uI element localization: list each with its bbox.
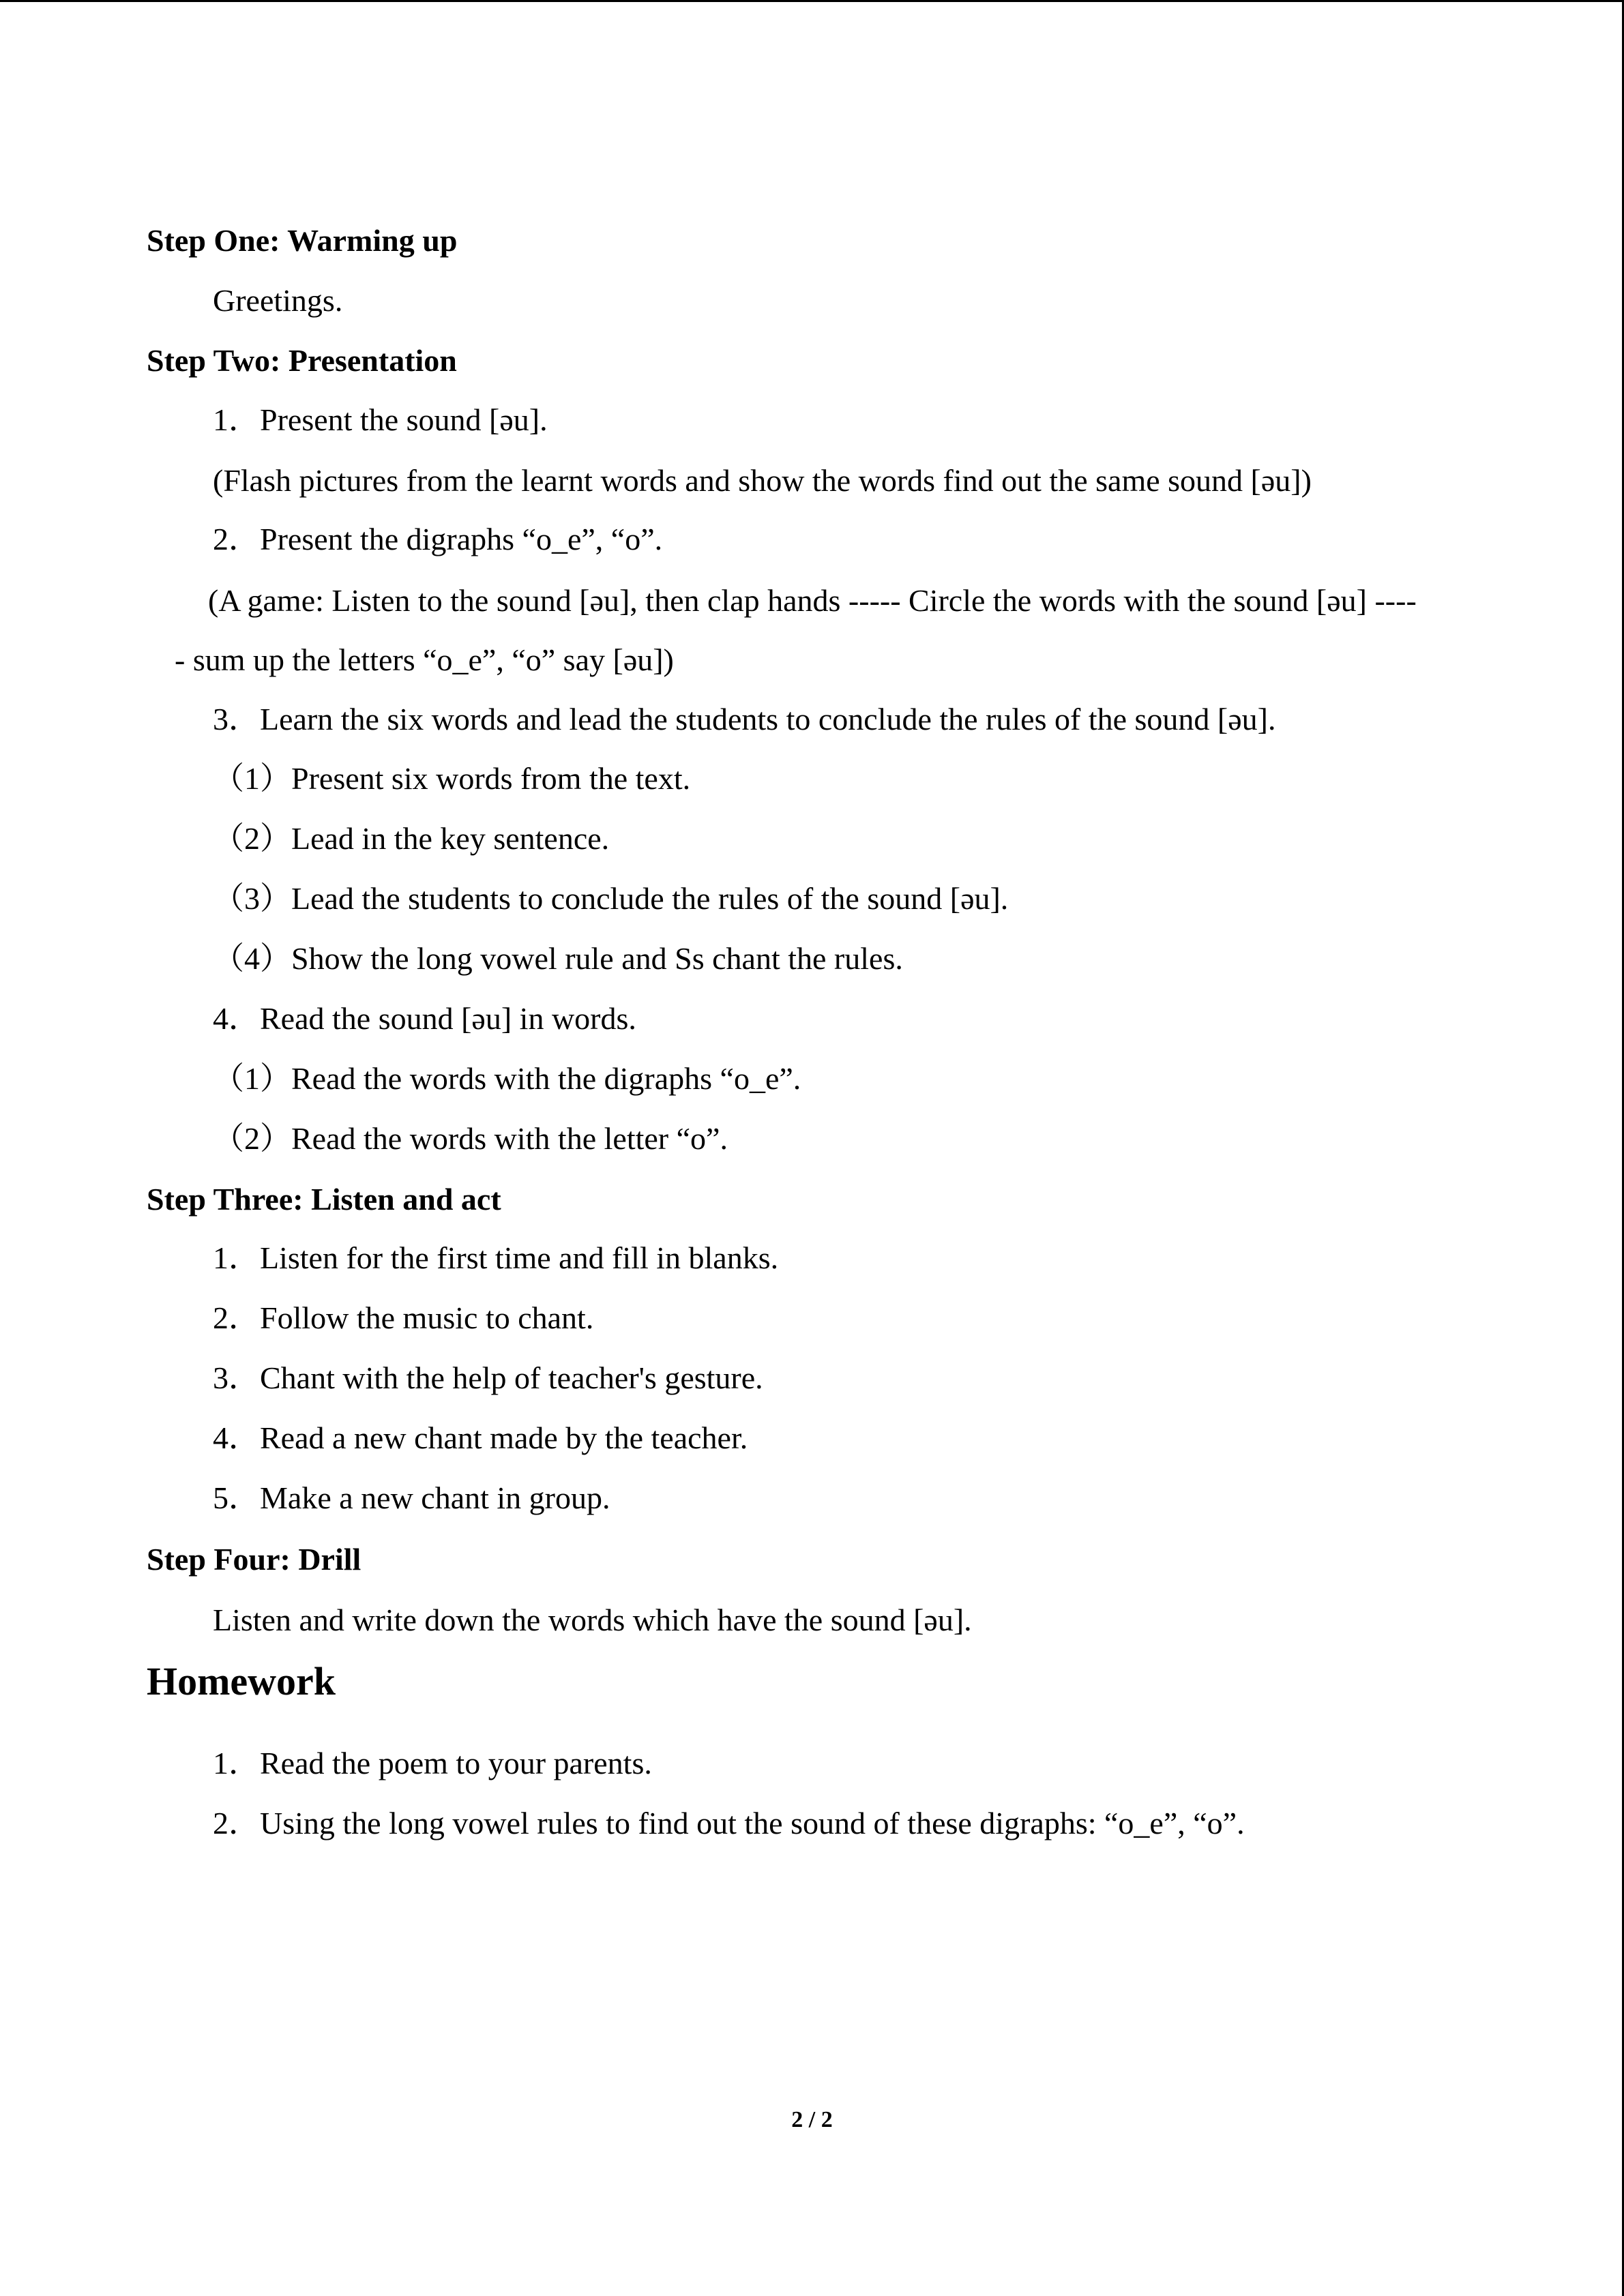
- step-three-heading: Step Three: Listen and act: [147, 1182, 501, 1217]
- step-two-line-13: （2）Read the words with the letter “o”.: [213, 1121, 728, 1156]
- step-two-line-8: （2）Lead in the key sentence.: [213, 821, 610, 856]
- step-two-line-1: 1．Present the sound [əu].: [213, 402, 548, 437]
- homework-line-1: 1．Read the poem to your parents.: [213, 1746, 652, 1780]
- page-top-border: [0, 0, 1624, 2]
- step-two-line-7: （1）Present six words from the text.: [213, 761, 691, 796]
- step-two-line-6: 3．Learn the six words and lead the students to conclude the rules of the sound [əu].: [213, 702, 1276, 736]
- step-two-line-10: （4）Show the long vowel rule and Ss chant the rules.: [213, 941, 903, 976]
- homework-title: Homework: [147, 1659, 336, 1703]
- step-three-line-5: 5．Make a new chant in group.: [213, 1480, 610, 1515]
- homework-line-2: 2．Using the long vowel rules to find out the sound of these digraphs: “o_e”, “o”.: [213, 1806, 1245, 1840]
- step-two-line-2: (Flash pictures from the learnt words and show the words find out the same sound [əu]): [213, 463, 1312, 498]
- step-two-line-11: 4．Read the sound [əu] in words.: [213, 1001, 636, 1036]
- step-two-line-4: (A game: Listen to the sound [əu], then clap hands ----- Circle the words with the sound [əu] ----: [208, 583, 1417, 618]
- step-three-line-4: 4．Read a new chant made by the teacher.: [213, 1420, 748, 1455]
- step-three-line-3: 3．Chant with the help of teacher's gesture.: [213, 1360, 763, 1395]
- step-two-line-3: 2．Present the digraphs “o_e”, “o”.: [213, 522, 663, 556]
- step-two-line-5: - sum up the letters “o_e”, “o” say [əu]): [175, 642, 674, 677]
- step-three-line-1: 1．Listen for the first time and fill in blanks.: [213, 1240, 779, 1275]
- step-two-line-12: （1）Read the words with the digraphs “o_e”.: [213, 1061, 801, 1096]
- step-four-line-1: Listen and write down the words which have the sound [əu].: [213, 1602, 972, 1637]
- page-number: 2 / 2: [791, 2107, 833, 2132]
- step-two-heading: Step Two: Presentation: [147, 343, 457, 378]
- step-one-heading: Step One: Warming up: [147, 223, 458, 258]
- step-three-line-2: 2．Follow the music to chant.: [213, 1300, 594, 1335]
- step-four-heading: Step Four: Drill: [147, 1542, 361, 1577]
- step-one-line-1: Greetings.: [213, 283, 343, 318]
- step-two-line-9: （3）Lead the students to conclude the rules of the sound [əu].: [213, 881, 1009, 916]
